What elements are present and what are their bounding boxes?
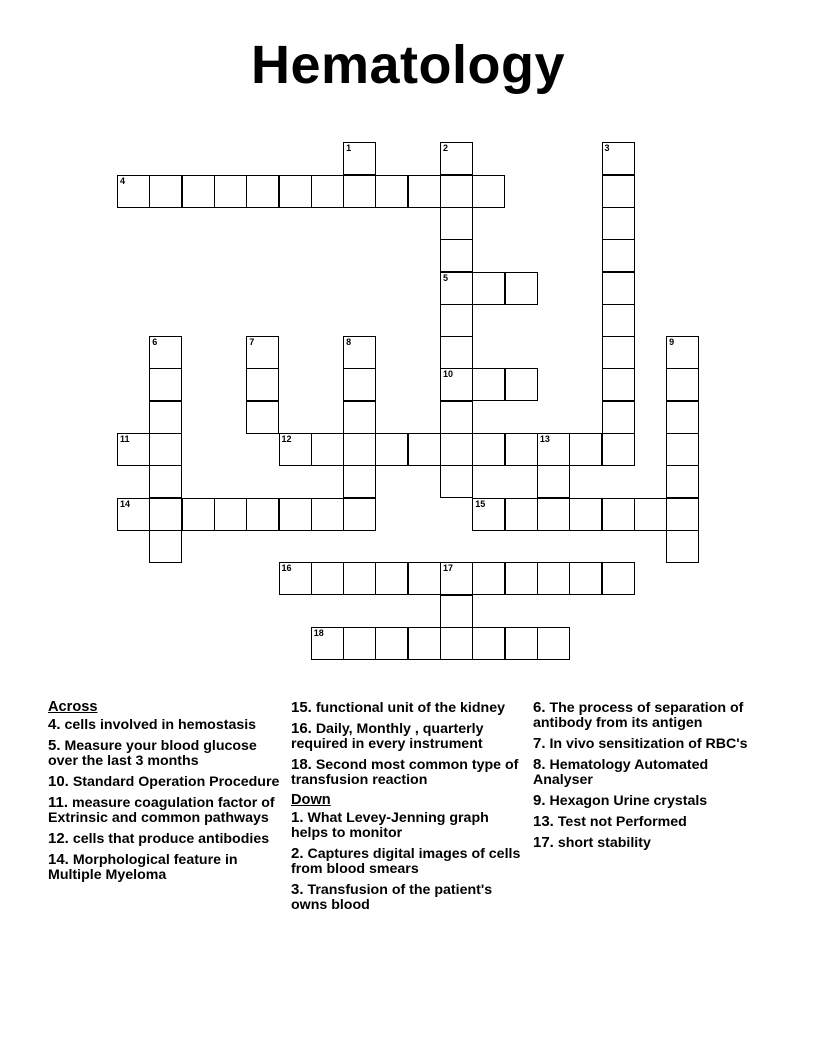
grid-cell[interactable] [117, 498, 150, 531]
grid-cell[interactable] [311, 175, 344, 208]
grid-cell[interactable] [375, 562, 408, 595]
grid-cell[interactable] [149, 465, 182, 498]
cell-number: 2 [443, 143, 449, 154]
grid-cell[interactable] [472, 498, 505, 531]
grid-cell[interactable] [602, 401, 635, 434]
grid-cell[interactable] [602, 239, 635, 272]
grid-cell[interactable] [343, 465, 376, 498]
clue-number: 18. [291, 756, 312, 773]
grid-cell[interactable] [666, 336, 699, 369]
cell-number: 13 [539, 434, 550, 444]
cell-number: 10 [443, 369, 454, 380]
clue-down-6 [533, 700, 765, 731]
grid-cell[interactable] [440, 595, 473, 628]
grid-cell[interactable] [537, 562, 570, 595]
grid-cell[interactable] [666, 530, 699, 563]
grid-cell[interactable] [311, 562, 344, 595]
cell-number: 18 [313, 627, 324, 638]
grid-cell[interactable] [666, 401, 699, 434]
grid-cell[interactable] [505, 368, 538, 401]
grid-cell[interactable] [343, 433, 376, 466]
grid-cell[interactable] [602, 562, 635, 595]
clue-number: 16. [291, 720, 312, 737]
clue-text: Captures digital images of cells from blood smears [291, 846, 521, 877]
clue-text: cells involved in hemostasis [64, 717, 257, 733]
clue-down-13 [533, 814, 765, 830]
clue-number: 11. [48, 794, 69, 811]
clue-number: 7. [533, 735, 546, 752]
clue-number: 2. [291, 845, 304, 862]
clue-number: 9. [533, 792, 546, 809]
grid-cell[interactable] [440, 207, 473, 240]
grid-cell[interactable] [602, 498, 635, 531]
clue-across-5 [48, 738, 280, 769]
clue-number: 14. [48, 851, 69, 868]
grid-cell[interactable] [343, 401, 376, 434]
clue-down-1 [291, 810, 523, 841]
clue-down-7 [533, 736, 765, 752]
grid-cell[interactable] [440, 175, 473, 208]
grid-cell[interactable] [634, 498, 667, 531]
grid-cell[interactable] [440, 336, 473, 369]
grid-cell[interactable] [440, 368, 473, 401]
grid-cell[interactable] [602, 207, 635, 240]
grid-cell[interactable] [440, 627, 473, 660]
grid-cell[interactable] [375, 433, 408, 466]
cell-number: 15 [475, 498, 486, 509]
grid-cell[interactable] [666, 433, 699, 466]
clue-number: 5. [48, 737, 61, 754]
cell-number: 1 [346, 143, 352, 154]
cell-number: 16 [281, 563, 292, 574]
clue-number: 4. [48, 716, 61, 733]
grid-cell[interactable] [440, 142, 473, 175]
grid-cell[interactable] [214, 175, 247, 208]
grid-cell[interactable] [408, 175, 441, 208]
clue-text: Second most common type of transfusion reaction [291, 757, 519, 788]
cell-number: 5 [443, 272, 449, 283]
cell-number: 3 [604, 143, 610, 154]
grid-cell[interactable] [537, 433, 570, 466]
grid-cell[interactable] [505, 433, 538, 466]
grid-cell[interactable] [214, 498, 247, 531]
cell-number: 7 [249, 337, 255, 348]
clue-down-2 [291, 846, 523, 877]
clue-number: 17. [533, 834, 554, 851]
grid-cell[interactable] [246, 498, 279, 531]
grid-cell[interactable] [149, 530, 182, 563]
grid-cell[interactable] [569, 498, 602, 531]
clue-across-10 [48, 774, 280, 790]
grid-cell[interactable] [472, 368, 505, 401]
clue-across-11 [48, 795, 280, 826]
clue-text: short stability [557, 835, 651, 851]
grid-cell[interactable] [505, 272, 538, 305]
grid-cell[interactable] [279, 498, 312, 531]
clue-text: Hexagon Urine crystals [549, 793, 708, 809]
grid-cell[interactable] [472, 433, 505, 466]
grid-cell[interactable] [569, 562, 602, 595]
grid-cell[interactable] [149, 401, 182, 434]
cell-number: 6 [152, 337, 158, 348]
grid-cell[interactable] [149, 433, 182, 466]
clue-number: 3. [291, 881, 304, 898]
grid-cell[interactable] [472, 627, 505, 660]
grid-cell[interactable] [440, 272, 473, 305]
grid-cell[interactable] [440, 304, 473, 337]
clue-down-8 [533, 757, 765, 788]
grid-cell[interactable] [117, 175, 150, 208]
grid-cell[interactable] [472, 175, 505, 208]
grid-cell[interactable] [602, 142, 635, 175]
grid-cell[interactable] [279, 175, 312, 208]
grid-cell[interactable] [149, 368, 182, 401]
grid-cell[interactable] [537, 627, 570, 660]
grid-cell[interactable] [375, 175, 408, 208]
clue-text: Test not Performed [557, 814, 687, 830]
cell-number: 12 [281, 434, 292, 444]
grid-cell[interactable] [472, 272, 505, 305]
clue-number: 12. [48, 830, 69, 847]
clue-number: 8. [533, 756, 546, 773]
grid-cell[interactable] [343, 368, 376, 401]
grid-cell[interactable] [246, 336, 279, 369]
cell-number: 9 [669, 337, 675, 348]
grid-cell[interactable] [343, 562, 376, 595]
clue-across-12 [48, 831, 280, 847]
clue-number: 13. [533, 813, 554, 830]
grid-cell[interactable] [343, 336, 376, 369]
grid-cell[interactable] [440, 433, 473, 466]
grid-cell[interactable] [149, 498, 182, 531]
clue-text: The process of separation of antibody from its antigen [533, 700, 744, 731]
grid-cell[interactable] [182, 498, 215, 531]
clue-column-3 [533, 700, 765, 856]
grid-cell[interactable] [440, 401, 473, 434]
grid-cell[interactable] [408, 627, 441, 660]
clue-text: Measure your blood glucose over the last 3 months [48, 738, 257, 769]
clue-down-9 [533, 793, 765, 809]
grid-cell[interactable] [602, 304, 635, 337]
grid-cell[interactable] [602, 336, 635, 369]
grid-cell[interactable] [246, 368, 279, 401]
clue-number: 6. [533, 699, 546, 716]
clue-number: 1. [291, 809, 304, 826]
grid-cell[interactable] [569, 433, 602, 466]
grid-cell[interactable] [408, 562, 441, 595]
clue-down-3 [291, 882, 523, 913]
grid-cell[interactable] [472, 562, 505, 595]
clue-across-16 [291, 721, 523, 752]
clue-text: functional unit of the kidney [315, 700, 505, 716]
grid-cell[interactable] [602, 272, 635, 305]
grid-cell[interactable] [246, 401, 279, 434]
clue-number: 15. [291, 699, 312, 716]
grid-cell[interactable] [246, 175, 279, 208]
cell-number: 4 [120, 175, 126, 186]
grid-cell[interactable] [440, 239, 473, 272]
grid-cell[interactable] [505, 498, 538, 531]
clue-column-1 [48, 700, 280, 888]
clue-text: cells that produce antibodies [72, 831, 270, 847]
grid-cell[interactable] [602, 433, 635, 466]
clue-across-15 [291, 700, 523, 716]
grid-cell[interactable] [537, 465, 570, 498]
clue-across-18 [291, 757, 523, 788]
clue-across-14 [48, 852, 280, 883]
clue-text: In vivo sensitization of RBC's [549, 736, 748, 752]
grid-cell[interactable] [117, 433, 150, 466]
grid-cell[interactable] [440, 562, 473, 595]
cell-number: 14 [120, 498, 131, 509]
cell-number: 8 [346, 337, 352, 348]
grid-cell[interactable] [311, 433, 344, 466]
grid-cell[interactable] [602, 368, 635, 401]
grid-cell[interactable] [279, 562, 312, 595]
cell-number: 17 [443, 563, 454, 574]
clue-column-2 [291, 700, 523, 918]
grid-cell[interactable] [182, 175, 215, 208]
grid-cell[interactable] [666, 498, 699, 531]
grid-cell[interactable] [505, 627, 538, 660]
grid-cell[interactable] [505, 562, 538, 595]
clue-text: Morphological feature in Multiple Myeloma [48, 852, 238, 883]
grid-cell[interactable] [343, 142, 376, 175]
grid-cell[interactable] [343, 175, 376, 208]
grid-cell[interactable] [149, 175, 182, 208]
grid-cell[interactable] [408, 433, 441, 466]
cell-number: 11 [120, 434, 130, 444]
grid-cell[interactable] [311, 627, 344, 660]
clue-text: Hematology Automated Analyser [533, 757, 709, 788]
grid-cell[interactable] [343, 627, 376, 660]
clue-text: Daily, Monthly , quarterly required in every instrument [291, 721, 484, 752]
grid-cell[interactable] [537, 498, 570, 531]
clue-text: Transfusion of the patient's owns blood [291, 882, 493, 913]
puzzle-title: Hematology [250, 35, 566, 95]
grid-cell[interactable] [343, 498, 376, 531]
grid-cell[interactable] [149, 336, 182, 369]
grid-cell[interactable] [279, 433, 312, 466]
grid-cell[interactable] [375, 627, 408, 660]
across-header: Across [48, 699, 98, 715]
grid-cell[interactable] [666, 368, 699, 401]
clue-text: Standard Operation Procedure [72, 774, 280, 790]
grid-cell[interactable] [311, 498, 344, 531]
clue-down-17 [533, 835, 765, 851]
clue-text: measure coagulation factor of Extrinsic and common pathways [48, 795, 275, 826]
down-header: Down [291, 792, 331, 808]
clue-text: What Levey-Jenning graph helps to monitor [291, 810, 489, 841]
clue-number: 10. [48, 773, 69, 790]
clue-across-4 [48, 717, 280, 733]
grid-cell[interactable] [602, 175, 635, 208]
grid-cell[interactable] [666, 465, 699, 498]
grid-cell[interactable] [440, 465, 473, 498]
